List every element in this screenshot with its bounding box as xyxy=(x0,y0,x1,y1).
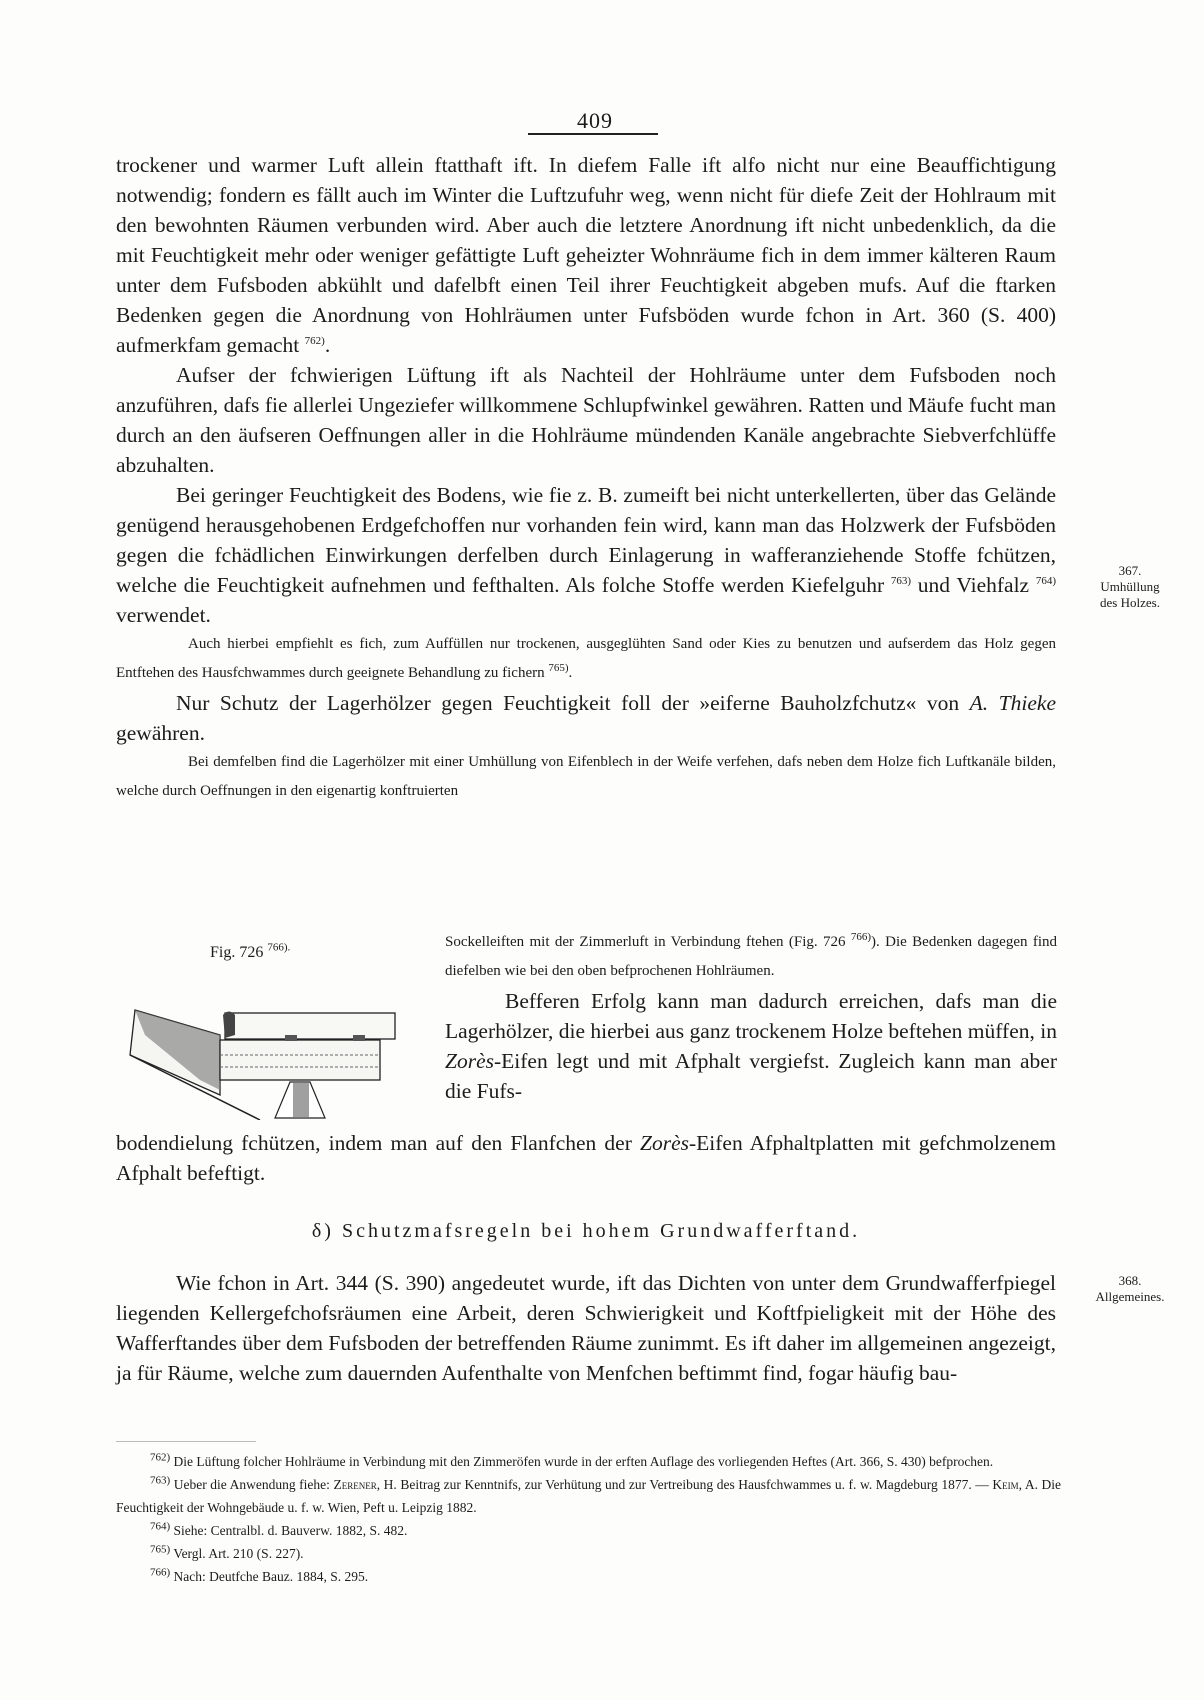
small-paragraph-2c-text: ). Die Bedenken dagegen find diefelben wie bei den oben befprochenen Hohlräumen. xyxy=(445,934,1058,979)
footnote-number: 762) xyxy=(150,1451,171,1464)
section-heading: δ) Schutzmafsregeln bei hohem Grundwafferftand. xyxy=(311,1220,861,1242)
paragraph-4-text-a: Nur Schutz der Lagerhölzer gegen Feuchtigkeit foll der »eiferne Bauholzfchutz« von xyxy=(176,691,970,715)
footnote-author-2: Keim xyxy=(992,1477,1019,1492)
footnote-ref-765[interactable]: 765) xyxy=(548,662,569,674)
small-paragraph-1-end: . xyxy=(568,665,573,681)
small-paragraph-2a: Bei demfelben find die Lagerhölzer mit einer Umhüllung von Eifenblech in der Weife verfehen, dafs neben dem Holze fich Luftkanäle bilden, welche durch Oeffnungen in den eigenartig konftruierten xyxy=(116,754,1056,799)
paragraph-6: Wie fchon in Art. 344 (S. 390) angedeutet wurde, ift das Dichten von unter dem Grundwafferfpiegel liegenden Kellergefchofsräumen eine Arbeit, deren Schwierigkeit und Koftfpieligkeit mit der Höhe des Wafferftandes über dem Fufsboden der betreffenden Räume zunimmt. Es ift daher im allgemeinen angezeigt, ja für Räume, welche zum dauernden Aufenthalte von Menfchen beftimmt find, fogar häufig bau- xyxy=(116,1271,1056,1385)
margin-note-367 xyxy=(1070,563,1190,611)
footnotes xyxy=(116,1450,1061,1588)
page-number: 409 xyxy=(577,108,613,133)
paragraph-5-text-a: Befferen Erfolg kann man dadurch erreichen, dafs man die Lagerhölzer, die hierbei aus ganz trockenem Holze beftehen müffen, in xyxy=(445,989,1057,1043)
paragraph-3-text-c: verwendet. xyxy=(116,603,211,627)
footnote-text-c: , A. Die Feuchtigkeit der Wohngebäude u. f. w. Wien, Peft u. Leipzig 1882. xyxy=(116,1477,1062,1515)
figure-caption-ref: 766). xyxy=(267,941,291,954)
figure-baseboard xyxy=(223,1012,235,1039)
footnote-764 xyxy=(116,1519,1061,1542)
main-text-lower xyxy=(116,1268,1056,1388)
small-paragraph-1-text: Auch hierbei empfiehlt es fich, zum Auffüllen nur trockenen, ausgeglühten Sand oder Kies zu benutzen und aufserdem das Holz gegen Entftehen des Hausfchwammes durch geeignete Behandlung zu fichern xyxy=(116,636,1056,681)
figure-caption xyxy=(210,941,291,962)
footnote-text: Siehe: Centralbl. d. Bauverw. 1882, S. 482. xyxy=(173,1523,408,1538)
paragraph-5-bottom xyxy=(116,1128,1056,1188)
margin-note-title: Allgemeines. xyxy=(1095,1289,1165,1304)
margin-note-number: 367. xyxy=(1118,563,1142,578)
footnote-ref-766[interactable]: 766) xyxy=(850,931,872,943)
margin-note-number: 368. xyxy=(1118,1273,1142,1288)
footnote-763 xyxy=(116,1473,1061,1519)
footnote-number: 763) xyxy=(150,1474,171,1487)
margin-note-title-2: des Holzes. xyxy=(1100,595,1160,610)
footnote-text: Vergl. Art. 210 (S. 227). xyxy=(173,1546,304,1561)
paragraph-5-top xyxy=(445,986,1057,1106)
margin-note-title: Umhüllung xyxy=(1100,579,1160,594)
figure-side-text xyxy=(445,928,1057,1106)
page-number-rule xyxy=(528,133,658,135)
margin-note-368 xyxy=(1070,1273,1190,1305)
main-text-upper xyxy=(116,150,1056,806)
footnote-ref-763[interactable]: 763) xyxy=(890,574,912,587)
paragraph-1 xyxy=(116,150,1056,360)
paragraph-1-text: trockener und warmer Luft allein ftatthaft ift. In diefem Falle ift alfo nicht nur eine Beauffichtigung notwendig; fondern es fällt auch im Winter die Luftzufuhr weg, wenn nicht für diefe Zeit der Hohlraum mit den bewohnten Räumen verbunden wird. Aber auch die letztere Anordnung ift nicht unbedenklich, da die mit Feuchtigkeit mehr oder weniger gefättigte Luft geheizter Wohnräume fich in dem immer kälteren Raum unter dem Fufsboden abkühlt und dafelbft einen Teil ihrer Feuchtigkeit abgeben mufs. Auf die ftarken Bedenken gegen die Anordnung von Hohlräumen unter Fufsböden wurde fchon in Art. 360 (S. 400) aufmerkfam gemacht xyxy=(116,153,1056,357)
figure-fixture-2 xyxy=(353,1035,365,1041)
footnote-number: 764) xyxy=(150,1520,171,1533)
footnote-text-b: , H. Beitrag zur Kenntnifs, zur Verhütung und zur Vertreibung des Hausfchwammes u. f. w. Magdeburg 1877. — xyxy=(376,1477,993,1492)
paragraph-4-text-b: gewähren. xyxy=(116,721,205,745)
figure-joist-box xyxy=(220,1040,380,1080)
paragraph-4 xyxy=(116,688,1056,748)
paragraph-1-end: . xyxy=(324,333,331,357)
footnote-765 xyxy=(116,1542,1061,1565)
figure-fixture-1 xyxy=(285,1035,297,1041)
paragraph-5-text-c: bodendielung fchützen, indem man auf den Flanfchen der xyxy=(116,1131,640,1155)
paragraph-3-text-b: und Viehfalz xyxy=(911,573,1030,597)
small-paragraph-1 xyxy=(116,630,1056,688)
paragraph-5-text-b: -Eifen legt und mit Afphalt vergiefst. Zugleich kann man aber die Fufs- xyxy=(445,1049,1057,1103)
paragraph-5-continued xyxy=(116,1128,1056,1188)
footnote-number: 765) xyxy=(150,1543,171,1556)
footnote-762 xyxy=(116,1450,1061,1473)
footnote-ref-764[interactable]: 764) xyxy=(1035,574,1056,587)
footnote-text-a: Ueber die Anwendung fiehe: xyxy=(173,1477,334,1492)
author-name: A. Thieke xyxy=(969,691,1056,715)
figure-support-hatch xyxy=(293,1082,309,1118)
footnote-number: 766) xyxy=(150,1566,171,1579)
footnote-text: Die Lüftung folcher Hohlräume in Verbindung mit den Zimmeröfen wurde in der erften Auflage des vorliegenden Heftes (Art. 366, S. 430) befprochen. xyxy=(173,1454,994,1469)
footnote-divider xyxy=(116,1441,256,1442)
zores-term-2: Zorès xyxy=(640,1131,689,1155)
figure-top-board xyxy=(225,1013,395,1039)
paragraph-3-text-a: Bei geringer Feuchtigkeit des Bodens, wie fie z. B. zumeift bei nicht unterkellerten, über das Gelände genügend herausgehobenen Erdgefchoffen nur vorhanden fein wird, kann man das Holzwerk der Fufsböden gegen die fchädlichen Einwirkungen derfelben durch Einlagerung in wafferanziehende Stoffe fchützen, welche die Feuchtigkeit aufnehmen und fefthalten. Als folche Stoffe werden Kiefelguhr xyxy=(116,483,1056,597)
small-paragraph-2b xyxy=(445,928,1057,986)
paragraph-3 xyxy=(116,480,1056,630)
paragraph-2: Aufser der fchwierigen Lüftung ift als Nachteil der Hohlräume unter dem Fufsboden noch anzuführen, dafs fie allerlei Ungeziefer willkommene Schlupfwinkel gewähren. Ratten und Mäufe fucht man durch an den äufseren Oeffnungen aller in die Hohlräume mündenden Kanäle angebrachte Siebverfchlüffe abzuhalten. xyxy=(116,363,1056,477)
figure-726-illustration xyxy=(125,980,430,1120)
footnote-author-1: Zerener xyxy=(333,1477,377,1492)
paragraph-5-text-d: -Eifen Afphaltplatten mit gefchmolzenem Afphalt befeftigt. xyxy=(116,1131,1056,1185)
zores-term: Zorès xyxy=(445,1049,494,1073)
footnote-text: Nach: Deutfche Bauz. 1884, S. 295. xyxy=(173,1569,369,1584)
small-paragraph-2b-text: Sockelleiften mit der Zimmerluft in Verbindung ftehen (Fig. 726 xyxy=(445,934,846,950)
figure-caption-text: Fig. 726 xyxy=(210,944,264,961)
footnote-ref-762[interactable]: 762) xyxy=(304,334,325,347)
footnote-766 xyxy=(116,1565,1061,1588)
